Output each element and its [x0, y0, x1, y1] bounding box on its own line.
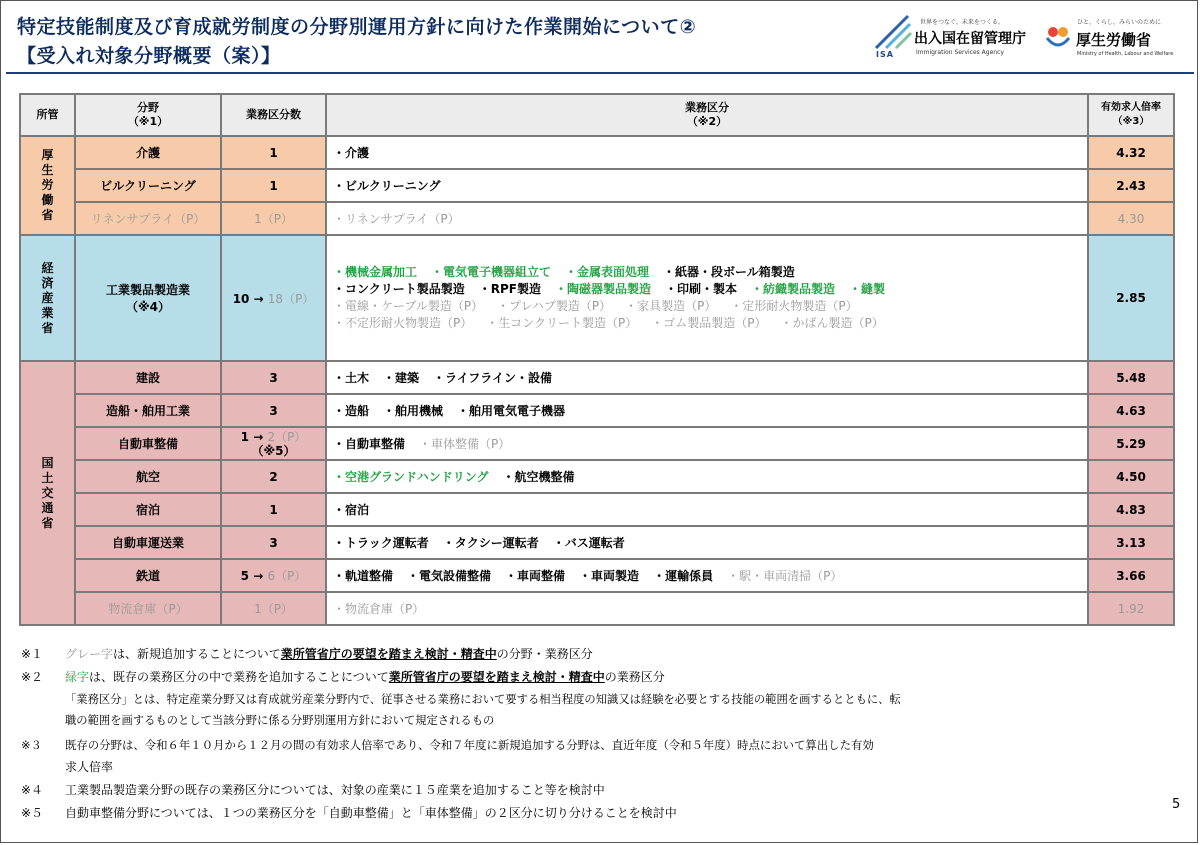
ratio-cell: 4.50 — [1088, 460, 1174, 493]
field-cell: 介護 — [75, 136, 221, 169]
header-count: 業務区分数 — [221, 94, 326, 136]
count-cell: 2 — [221, 460, 326, 493]
count-cell: 3 — [221, 361, 326, 394]
count-cell: 5 → 6（P） — [221, 559, 326, 592]
count-cell: 1 — [221, 493, 326, 526]
ratio-cell: 3.13 — [1088, 526, 1174, 559]
field-cell: 物流倉庫（P） — [75, 592, 221, 625]
page-number: 5 — [1172, 797, 1181, 812]
ministry-mhlw: 厚生労働省 — [20, 136, 75, 235]
ratio-cell: 4.30 — [1088, 202, 1174, 235]
ops-cell: ・造船 ・舶用機械 ・舶用電気電子機器 — [326, 394, 1088, 427]
isa-tagline: 世界をつなぐ。未来をつくる。 — [920, 19, 1004, 26]
count-cell: 1 — [221, 169, 326, 202]
ratio-cell: 2.43 — [1088, 169, 1174, 202]
ratio-cell: 1.92 — [1088, 592, 1174, 625]
ratio-cell: 4.32 — [1088, 136, 1174, 169]
note-2: ※２ 緑字は、既存の業務区分の中で業務を追加することについて業所管省庁の要望を踏まえ検討・精査中の業務区分 — [21, 670, 665, 684]
ratio-cell: 4.63 — [1088, 394, 1174, 427]
field-cell: 造船・舶用工業 — [75, 394, 221, 427]
note-1: ※１ グレー字は、新規追加することについて業所管省庁の要望を踏まえ検討・精査中の分野・業務区分 — [21, 647, 593, 661]
isa-english-name: Immigration Services Agency — [916, 49, 1004, 56]
table-row — [20, 559, 1174, 592]
note-4: ※４ 工業製品製造業分野の既存の業務区分については、対象の産業に１５産業を追加すること等を検討中 — [21, 783, 605, 797]
slide-title: 特定技能制度及び育成就労制度の分野別運用方針に向けた作業開始について② — [17, 16, 697, 38]
table-header-row — [20, 94, 1174, 136]
ops-cell: ・土木 ・建築 ・ライフライン・設備 — [326, 361, 1088, 394]
isa-logo — [874, 8, 1054, 66]
slide-subtitle: 【受入れ対象分野概要（案）】 — [17, 45, 281, 67]
ops-line: ・機械金属加工 ・電気電子機器組立て ・金属表面処理 ・紙器・段ボール箱製造 — [333, 265, 795, 279]
count-cell: 1 — [221, 136, 326, 169]
note-3-line-2: 求人倍率 — [65, 760, 114, 774]
ops-cell: ・宿泊 — [326, 493, 1088, 526]
note-2-line-3: 職の範囲を画するものとして当該分野に係る分野別運用方針において規定されるもの — [65, 714, 495, 727]
count-cell: 3 — [221, 394, 326, 427]
count-cell: 1（P） — [221, 202, 326, 235]
ops-line: ・コンクリート製品製造 ・RPF製造 ・陶磁器製品製造 ・印刷・製本 ・紡織製品製造 ・縫製 — [333, 282, 886, 296]
ops-cell: ・空港グランドハンドリング ・航空機整備 — [326, 460, 1088, 493]
sector-table — [19, 93, 1175, 626]
count-cell: 10 → 18（P） — [221, 235, 326, 361]
header-field: 分野 （※1） — [75, 94, 221, 136]
header-ratio: 有効求人倍率 （※3） — [1088, 94, 1174, 136]
ops-cell: ・ビルクリーニング — [326, 169, 1088, 202]
table-row — [20, 202, 1174, 235]
ministry-meti: 経済産業省 — [20, 235, 75, 361]
field-cell: 自動車運送業 — [75, 526, 221, 559]
field-cell: 建設 — [75, 361, 221, 394]
ops-line: ・電線・ケーブル製造（P） ・プレハブ製造（P） ・家具製造（P） ・定形耐火物製造（P） — [333, 299, 858, 313]
ops-line: ・不定形耐火物製造（P） ・生コンクリート製造（P） ・ゴム製品製造（P） ・かばん製造（P） — [333, 316, 884, 330]
ratio-cell: 2.85 — [1088, 235, 1174, 361]
count-cell: 1（P） — [221, 592, 326, 625]
isa-emblem-icon — [874, 14, 912, 50]
ministry-mlit: 国土交通省 — [20, 361, 75, 625]
field-cell: 鉄道 — [75, 559, 221, 592]
note-2-line-2: 「業務区分」とは、特定産業分野又は育成就労産業分野内で、従事させる業務において要する相当程度の知識又は経験を必要とする技能の範囲を画するとともに、転 — [65, 693, 901, 706]
table-row — [20, 526, 1174, 559]
header-ministry: 所管 — [20, 94, 75, 136]
mhlw-tagline: ひと、くらし、みらいのために — [1077, 19, 1162, 26]
mhlw-name: 厚生労働省 — [1076, 31, 1152, 49]
note-3: ※３ 既存の分野は、令和６年１０月から１２月の間の有効求人倍率であり、令和７年度に新規追加する分野は、直近年度（令和５年度）時点において算出した有効 — [21, 738, 874, 752]
field-cell: 航空 — [75, 460, 221, 493]
field-cell: リネンサプライ（P） — [75, 202, 221, 235]
isa-letters: ISA — [876, 50, 894, 59]
ratio-cell: 3.66 — [1088, 559, 1174, 592]
table-row — [20, 427, 1174, 460]
ratio-cell: 4.83 — [1088, 493, 1174, 526]
field-cell: 宿泊 — [75, 493, 221, 526]
table-row — [20, 361, 1174, 394]
ops-cell: ・リネンサプライ（P） — [326, 202, 1088, 235]
note-5: ※５ 自動車整備分野については、１つの業務区分を「自動車整備」と「車体整備」の２区分に切り分けることを検討中 — [21, 806, 677, 820]
table-row — [20, 460, 1174, 493]
ops-cell — [326, 235, 1088, 361]
field-cell: ビルクリーニング — [75, 169, 221, 202]
header-ops: 業務区分 （※2） — [326, 94, 1088, 136]
ratio-cell: 5.29 — [1088, 427, 1174, 460]
table-row — [20, 394, 1174, 427]
table-row — [20, 592, 1174, 625]
mhlw-english-name: Ministry of Health, Labour and Welfare — [1077, 51, 1174, 57]
count-cell: 1 → 2（P） （※5） — [221, 427, 326, 460]
table-row — [20, 169, 1174, 202]
mhlw-logo — [1044, 8, 1194, 66]
isa-name: 出入国在留管理庁 — [914, 31, 1026, 47]
field-cell: 自動車整備 — [75, 427, 221, 460]
ops-cell: ・軌道整備 ・電気設備整備 ・車両整備 ・車両製造 ・運輸係員 ・駅・車両清掃（P） — [326, 559, 1088, 592]
ops-cell: ・物流倉庫（P） — [326, 592, 1088, 625]
ratio-cell: 5.48 — [1088, 361, 1174, 394]
table-row — [20, 235, 1174, 361]
ops-cell: ・トラック運転者 ・タクシー運転者 ・バス運転者 — [326, 526, 1088, 559]
ops-cell: ・介護 — [326, 136, 1088, 169]
ops-cell: ・自動車整備 ・車体整備（P） — [326, 427, 1088, 460]
table-row — [20, 493, 1174, 526]
table-row — [20, 136, 1174, 169]
count-cell: 3 — [221, 526, 326, 559]
title-divider — [6, 72, 1194, 74]
mhlw-emblem-icon — [1044, 24, 1072, 50]
field-cell: 工業製品製造業 （※4） — [75, 235, 221, 361]
